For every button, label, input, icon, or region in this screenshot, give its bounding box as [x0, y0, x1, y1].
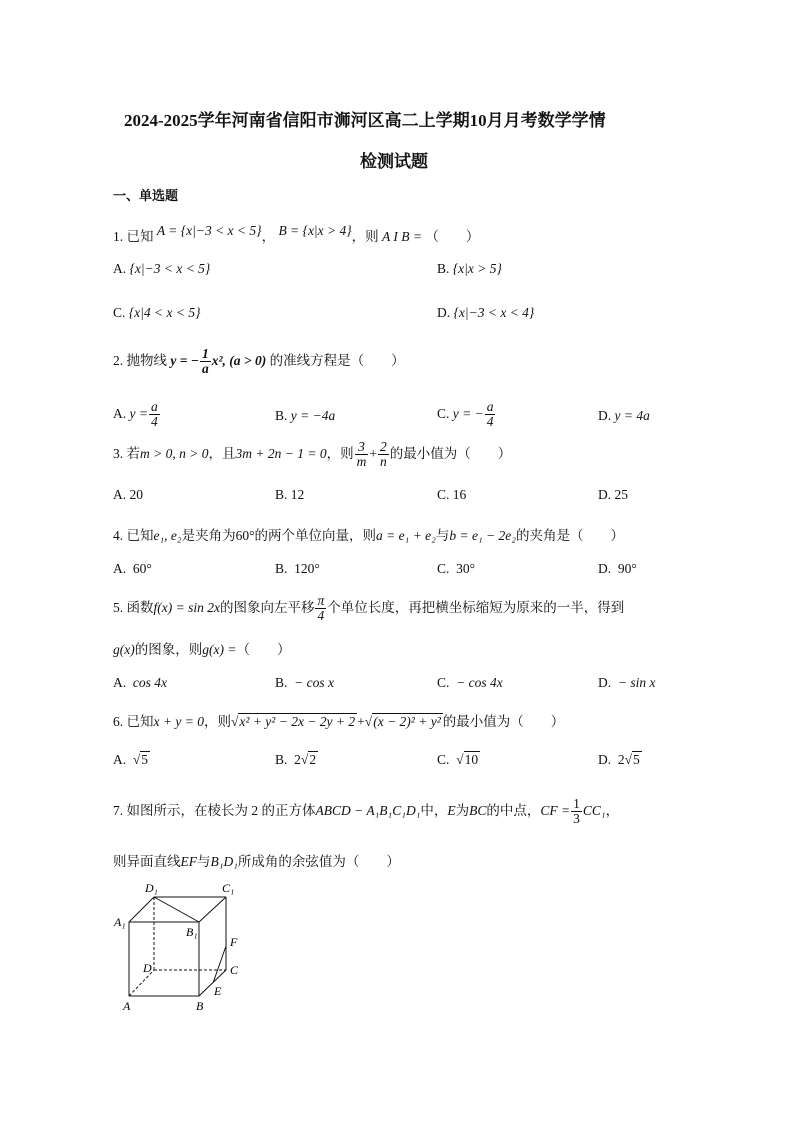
- q2-prefix: 2. 抛物线: [113, 352, 167, 368]
- q1-option-a: [113, 261, 210, 277]
- q6-option-a: [113, 752, 150, 768]
- frac-num: 1: [573, 796, 580, 811]
- option-label: D.: [598, 752, 612, 767]
- option-label: D.: [598, 487, 612, 502]
- option-label: B.: [275, 487, 288, 502]
- option-text: 10: [464, 752, 479, 767]
- label-a1: A₁: [114, 915, 126, 929]
- option-text: cos 4x: [132, 675, 167, 690]
- q2-option-c: [437, 400, 496, 429]
- frac-den: 4: [317, 608, 325, 624]
- q4-option-d: [598, 561, 637, 577]
- q4-option-b: [275, 561, 320, 577]
- label-f: F: [230, 935, 238, 949]
- q5-prefix: 5. 函数: [113, 599, 154, 615]
- frac-den: m: [356, 454, 367, 470]
- option-text: − cos x: [294, 675, 334, 690]
- q5-func: f(x) = sin 2x: [153, 599, 220, 615]
- q3-option-a: [113, 487, 143, 503]
- option-label: D.: [598, 408, 612, 423]
- q3-frac1: [355, 440, 369, 469]
- option-text: 16: [452, 487, 467, 502]
- option-text: {x|4 < x < 5}: [128, 305, 201, 320]
- option-text: 12: [290, 487, 305, 502]
- option-label: A.: [113, 752, 127, 767]
- q7-mid4: 与: [197, 854, 211, 869]
- radical-icon: √: [300, 752, 309, 767]
- q7-e: E: [447, 802, 456, 818]
- frac-den: 3: [573, 811, 580, 827]
- question-3-stem: [113, 440, 511, 469]
- radical-icon: √: [364, 714, 373, 729]
- option-text: y = 4a: [614, 408, 650, 423]
- q3-frac2: [378, 440, 389, 469]
- q5-mid1: 的图象向左平移: [219, 599, 315, 615]
- q2-suffix: 的准线方程是（ ）: [269, 352, 405, 368]
- option-label: B.: [275, 561, 288, 576]
- q6-option-c: [437, 752, 480, 768]
- q6-option-b: [275, 752, 318, 768]
- label-c1: C₁: [222, 881, 235, 895]
- q1-expr: A I B =: [382, 229, 423, 244]
- edge-a1-d1: [129, 897, 154, 922]
- option-text: 25: [614, 487, 628, 502]
- label-e: E: [214, 984, 222, 998]
- q5-option-b: [275, 675, 334, 691]
- q6-radicand2: (x − 2)² + y²: [373, 714, 441, 729]
- q3-plus: +: [369, 445, 377, 461]
- question-5-line2: [113, 638, 290, 658]
- option-label: C.: [437, 561, 450, 576]
- q5-option-c: [437, 675, 503, 691]
- q4-vec-a: a = e₁ + e₂: [376, 528, 436, 543]
- option-text: {x|−3 < x < 5}: [129, 261, 211, 276]
- question-4-stem: [113, 524, 624, 544]
- frac-num: 2: [379, 439, 387, 454]
- q6-cond: x + y = 0: [153, 714, 204, 729]
- q3-option-b: [275, 487, 304, 503]
- option-text: 20: [129, 487, 143, 502]
- q7-bc: BC: [469, 802, 487, 818]
- frac-num: π: [317, 593, 325, 608]
- q7-b1d1: B₁D₁: [210, 854, 238, 869]
- option-text: y = −4a: [290, 408, 336, 423]
- label-d: D: [143, 961, 152, 975]
- question-5-stem: [113, 594, 624, 623]
- segment-b1-d1: [154, 897, 199, 922]
- frac-num: a: [486, 399, 494, 414]
- q7-line2-prefix: 则异面直线: [113, 854, 181, 869]
- option-text: 30°: [456, 561, 476, 576]
- q4-option-a: [113, 561, 152, 577]
- q7-mid3: 的中点，: [486, 802, 541, 818]
- option-label: A.: [113, 405, 127, 421]
- cube-figure: [112, 878, 252, 1018]
- option-label: B.: [275, 675, 288, 690]
- option-label: C.: [437, 675, 450, 690]
- q3-prefix: 3. 若: [113, 445, 140, 461]
- q7-mid2: 为: [455, 802, 470, 818]
- radical-icon: √: [132, 752, 141, 767]
- q6-prefix: 6. 已知: [113, 714, 154, 729]
- option-text: {x|x > 5}: [452, 261, 502, 276]
- q5-mid2: 的图象，则: [134, 642, 203, 657]
- frac-den: a: [202, 361, 209, 377]
- q1-set-b: B = {x|x > 4}: [278, 223, 352, 238]
- frac-den: 4: [150, 414, 158, 430]
- q1-mid: ，则: [351, 229, 379, 244]
- q7-cube: ABCD − A₁B₁C₁D₁: [315, 802, 421, 818]
- q3-cond2: 3m + 2n − 1 = 0: [235, 445, 327, 461]
- q5-g2: g(x) =: [202, 642, 237, 657]
- option-label: B.: [275, 752, 288, 767]
- q4-angle: 60°: [235, 528, 255, 543]
- option-label: A.: [113, 487, 127, 502]
- option-pre: y = −: [452, 405, 484, 421]
- option-pre: 2: [617, 752, 625, 767]
- option-text: 90°: [617, 561, 637, 576]
- edge-b1-c1: [199, 897, 226, 922]
- q4-mid1: 是夹角为: [181, 528, 236, 543]
- label-b: B: [196, 999, 204, 1013]
- q7-ef: EF: [180, 854, 197, 869]
- q5-g1: g(x): [113, 642, 135, 657]
- q3-option-c: [437, 487, 466, 503]
- q6-plus: +: [357, 714, 365, 729]
- option-label: A.: [113, 561, 127, 576]
- q1-set-a: A = {x|−3 < x < 5}: [156, 223, 262, 238]
- label-b1: B₁: [186, 925, 198, 939]
- frac-den: 4: [486, 414, 494, 430]
- q3-suffix: 的最小值为（ ）: [389, 445, 512, 461]
- radical-icon: √: [624, 752, 633, 767]
- q3-option-d: [598, 487, 628, 503]
- q7-prefix: 7. 如图所示，在棱长为 2 的正方体: [113, 802, 316, 818]
- label-d1: D₁: [145, 881, 158, 895]
- frac-num: a: [150, 399, 158, 414]
- q6-suffix: 的最小值为（ ）: [442, 714, 565, 729]
- label-a: A: [123, 999, 131, 1013]
- q4-option-c: [437, 561, 475, 577]
- q1-prefix: 1. 已知: [113, 229, 154, 244]
- q5-blank: （ ）: [236, 642, 291, 657]
- q5-option-a: [113, 675, 167, 691]
- option-label: B.: [437, 261, 450, 276]
- option-text: 120°: [294, 561, 320, 576]
- option-fraction: [149, 400, 160, 429]
- option-label: D.: [598, 561, 612, 576]
- q5-suffix: 个单位长度，再把横坐标缩短为原来的一半，得到: [327, 599, 625, 615]
- q7-end: ，: [605, 802, 620, 818]
- edge-b-c: [199, 970, 226, 996]
- q4-prefix: 4. 已知: [113, 528, 154, 543]
- option-text: − cos 4x: [456, 675, 503, 690]
- q7-cf: CF =: [540, 802, 571, 818]
- option-fraction: [485, 400, 496, 429]
- q3-mid2: ，则: [326, 445, 354, 461]
- page-title-line2: 检测试题: [360, 152, 428, 171]
- question-1-stem: [113, 225, 479, 245]
- q2-fraction: [200, 347, 211, 376]
- q7-line2-suffix: 所成角的余弦值为（ ）: [237, 854, 400, 869]
- q1-blank: （ ）: [425, 229, 480, 244]
- q5-option-d: [598, 675, 655, 691]
- option-text: 5: [633, 752, 640, 767]
- q7-fraction: [571, 797, 582, 826]
- q6-option-d: [598, 752, 642, 768]
- q4-suffix: 的夹角是（ ）: [515, 528, 624, 543]
- q1-option-c: [113, 305, 200, 321]
- question-6-stem: [113, 710, 564, 730]
- q1-option-d: [437, 305, 534, 321]
- q3-cond1: m > 0, n > 0: [140, 445, 209, 461]
- option-text: − sin x: [617, 675, 656, 690]
- q4-vec-b: b = e₁ − 2e₂: [449, 528, 516, 543]
- option-text: 5: [141, 752, 149, 767]
- label-c: C: [230, 963, 239, 977]
- q2-option-b: [275, 408, 335, 424]
- q2-option-a: [113, 400, 161, 429]
- segment-e-f: [213, 946, 226, 983]
- frac-den: n: [379, 454, 387, 470]
- q6-mid: ，则: [203, 714, 231, 729]
- option-label: A.: [113, 261, 127, 276]
- option-text: {x|−3 < x < 4}: [453, 305, 535, 320]
- q4-mid3: 与: [435, 528, 450, 543]
- option-label: C.: [437, 405, 450, 421]
- q2-eq-rhs: x², (a > 0): [211, 352, 267, 368]
- question-2-stem: [113, 347, 405, 376]
- q2-option-d: [598, 408, 650, 424]
- option-label: A.: [113, 675, 127, 690]
- q3-mid1: ，且: [208, 445, 236, 461]
- q4-vectors: e₁, e₂: [153, 528, 182, 543]
- question-7-stem: [113, 797, 619, 826]
- option-label: B.: [275, 408, 288, 423]
- section-heading: 一、单选题: [113, 188, 179, 203]
- q1-comma: ，: [261, 229, 276, 244]
- option-label: C.: [113, 305, 126, 320]
- page-title-line1: 2024-2025学年河南省信阳市浉河区高二上学期10月月考数学学情: [124, 111, 606, 130]
- q2-eq-lhs: y = −: [170, 352, 199, 368]
- option-label: D.: [437, 305, 451, 320]
- frac-num: 1: [202, 346, 209, 361]
- option-pre: y =: [129, 405, 148, 421]
- q1-option-b: [437, 261, 502, 277]
- radical-icon: √: [456, 752, 464, 767]
- option-pre: 2: [294, 752, 301, 767]
- q7-mid1: 中，: [420, 802, 448, 818]
- q5-fraction: [315, 594, 326, 623]
- option-label: C.: [437, 487, 450, 502]
- option-label: C.: [437, 752, 450, 767]
- option-text: 2: [309, 752, 317, 767]
- option-text: 60°: [132, 561, 152, 576]
- frac-num: 3: [355, 440, 369, 455]
- q4-mid2: 的两个单位向量，则: [254, 528, 377, 543]
- question-7-line2: [113, 850, 400, 870]
- radical-icon: √: [230, 714, 239, 729]
- q7-cc1: CC₁: [582, 802, 606, 818]
- option-label: D.: [598, 675, 612, 690]
- q6-radicand1: x² + y² − 2x − 2y + 2: [239, 714, 356, 729]
